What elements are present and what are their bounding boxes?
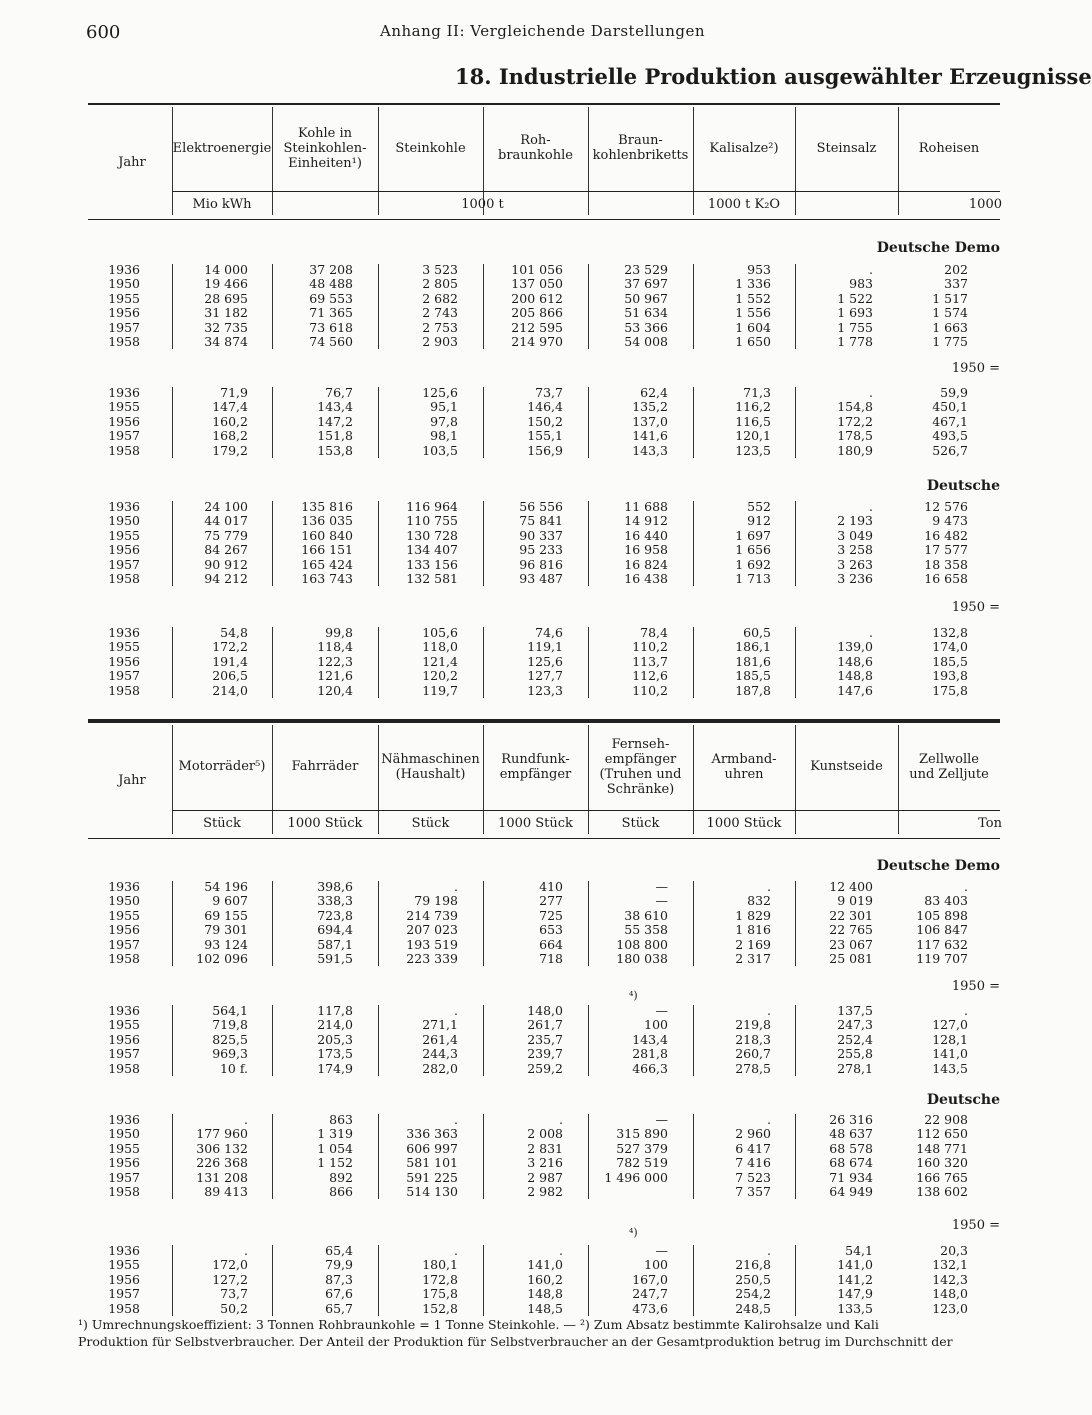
t2-data-column: 863 1 319 1 054 1 152 892 866 — [317, 1112, 353, 1200]
t1-data-column: 56 556 75 841 90 337 95 233 96 816 93 487 — [519, 499, 563, 587]
t2-header-bottom-rule — [88, 838, 1000, 839]
footnote-line-2: Produktion für Selbstverbraucher. Der Anteil der Produktion für Selbstverbraucher an der Gesamtproduktion betrug im Durchschnitt der — [78, 1334, 953, 1349]
t1-top-rule — [88, 103, 1000, 105]
t1-data-column: . 983 1 522 1 693 1 755 1 778 — [837, 262, 873, 350]
t2-data-column: 65,4 79,9 87,3 67,6 65,7 — [325, 1243, 353, 1316]
t2-year-column: 1936 1950 1955 1956 1957 1958 — [108, 1112, 140, 1200]
page-number: 600 — [86, 22, 121, 43]
t2-unit-label: Stück — [411, 816, 450, 831]
t2-data-column: . 177 960 306 132 226 368 131 208 89 413 — [196, 1112, 248, 1200]
t2-region-2: Deutsche — [926, 1092, 1000, 1108]
t2-data-column: . 83 403 105 898 106 847 117 632 119 707 — [916, 879, 968, 967]
t2-year-column: 1936 1955 1956 1957 1958 — [108, 1243, 140, 1316]
t2-fn4-b: ⁴) — [629, 1226, 638, 1239]
t1-col-heading: Steinsalz — [816, 140, 877, 156]
t1-data-column: 54,8 172,2 191,4 206,5 214,0 — [212, 625, 248, 698]
t2-data-column: . 141,0 160,2 148,8 148,5 — [527, 1243, 563, 1316]
footnote-line-1: ¹) Umrechnungskoeffizient: 3 Tonnen Rohbraunkohle = 1 Tonne Steinkohle. — ²) Zum Absatz bestimmte Kalirohsalze und Kali — [78, 1317, 879, 1332]
t1-data-column: 552 912 1 697 1 656 1 692 1 713 — [735, 499, 771, 587]
t2-data-column: . 216,8 250,5 254,2 248,5 — [735, 1243, 771, 1316]
t2-unit-label: 1000 Stück — [287, 816, 363, 831]
t2-col-heading: Nähmaschinen (Haushalt) — [381, 751, 480, 782]
t1-col-heading: Roh- braunkohle — [498, 133, 573, 163]
t2-unit-label: Stück — [621, 816, 660, 831]
t1-data-column: 105,6 118,0 121,4 120,2 119,7 — [422, 625, 458, 698]
t2-data-column: 54 196 9 607 69 155 79 301 93 124 102 096 — [196, 879, 248, 967]
t1-unit-rule — [172, 191, 1000, 192]
t2-col-heading: Kunstseide — [810, 759, 883, 774]
t1-year-column: 1936 1955 1956 1957 1958 — [108, 625, 140, 698]
t2-data-column: . 2 960 6 417 7 416 7 523 7 357 — [735, 1112, 771, 1200]
t1-data-column: 14 000 19 466 28 695 31 182 32 735 34 874 — [204, 262, 248, 350]
t2-year-column: 1936 1950 1955 1956 1957 1958 — [108, 879, 140, 967]
t1-data-column: 74,6 119,1 125,6 127,7 123,3 — [527, 625, 563, 698]
t1-data-column: 125,6 95,1 97,8 98,1 103,5 — [422, 385, 458, 458]
t2-index-label-2: 1950 = — [951, 1218, 1000, 1233]
t1-unit-label: 1000 t K₂O — [707, 197, 781, 212]
t2-unit-label: Ton — [978, 816, 1002, 831]
running-head: Anhang II: Vergleichende Darstellungen — [380, 22, 706, 40]
t1-data-column: 71,3 116,2 116,5 120,1 123,5 — [735, 385, 771, 458]
t1-data-column: 202 337 1 517 1 574 1 663 1 775 — [932, 262, 968, 350]
t2-col-heading: Rundfunk- empfänger — [499, 751, 572, 782]
t2-data-column: 117,8 214,0 205,3 173,5 174,9 — [317, 1003, 353, 1076]
t2-unit-label: 1000 Stück — [498, 816, 573, 831]
t2-col-heading: Motorräder⁵) — [178, 759, 266, 774]
t2-col-heading: Zellwolle und Zelljute — [909, 751, 989, 782]
t1-data-column: 135 816 136 035 160 840 166 151 165 424 163 743 — [301, 499, 353, 587]
t2-col-heading: Armband- uhren — [711, 751, 777, 782]
t1-data-column: 73,7 146,4 150,2 155,1 156,9 — [527, 385, 563, 458]
t1-data-column: 23 529 37 697 50 967 51 634 53 366 54 008 — [624, 262, 668, 350]
t1-data-column: 24 100 44 017 75 779 84 267 90 912 94 212 — [204, 499, 248, 587]
t1-year-column: 1936 1955 1956 1957 1958 — [108, 385, 140, 458]
t2-data-column: . 172,0 127,2 73,7 50,2 — [212, 1243, 248, 1316]
t1-index-label-2: 1950 = — [951, 600, 1000, 615]
t2-data-column: — 315 890 527 379 782 519 1 496 000 — [604, 1112, 668, 1185]
t2-data-column: 12 400 9 019 22 301 22 765 23 067 25 081 — [829, 879, 873, 967]
t2-unit-label: 1000 Stück — [706, 816, 782, 831]
t1-data-column: 59,9 450,1 467,1 493,5 526,7 — [932, 385, 968, 458]
table-title: 18. Industrielle Produktion ausgewählter Erzeugnisse — [455, 64, 1092, 89]
t1-data-column: 116 964 110 755 130 728 134 407 133 156 132 581 — [406, 499, 458, 587]
t2-data-column: . 127,0 128,1 141,0 143,5 — [932, 1003, 968, 1076]
t1-col-heading: Braun- kohlenbriketts — [592, 133, 689, 163]
t1-col-heading: Steinkohle — [395, 140, 466, 156]
t1-data-column: 3 523 2 805 2 682 2 743 2 753 2 903 — [422, 262, 458, 350]
t2-data-column: . 2 008 2 831 3 216 2 987 2 982 — [527, 1112, 563, 1200]
t1-data-column: . 154,8 172,2 178,5 180,9 — [837, 385, 873, 458]
t2-data-column: 148,0 261,7 235,7 239,7 259,2 — [527, 1003, 563, 1076]
t2-data-column: 564,1 719,8 825,5 969,3 10 f. — [212, 1003, 248, 1076]
t2-data-column: 20,3 132,1 142,3 148,0 123,0 — [932, 1243, 968, 1316]
t2-data-column: 26 316 48 637 68 578 68 674 71 934 64 949 — [829, 1112, 873, 1200]
t1-col-heading: Kohle in Steinkohlen- Einheiten¹) — [283, 125, 367, 171]
t2-data-column: . 832 1 829 1 816 2 169 2 317 — [735, 879, 771, 967]
t2-data-column: 22 908 112 650 148 771 160 320 166 765 138 602 — [916, 1112, 968, 1200]
t1-data-column: 76,7 143,4 147,2 151,8 153,8 — [317, 385, 353, 458]
t2-data-column: . 271,1 261,4 244,3 282,0 — [422, 1003, 458, 1076]
t1-year-column: 1936 1950 1955 1956 1957 1958 — [108, 262, 140, 350]
t2-data-column: . 79 198 214 739 207 023 193 519 223 339 — [406, 879, 458, 967]
t1-col-heading: Roheisen — [918, 140, 980, 156]
t2-data-column: 398,6 338,3 723,8 694,4 587,1 591,5 — [317, 879, 353, 967]
t1-data-column: . 2 193 3 049 3 258 3 263 3 236 — [837, 499, 873, 587]
t1-data-column: 99,8 118,4 122,3 121,6 120,4 — [317, 625, 353, 698]
t1-region-2: Deutsche — [926, 478, 1000, 494]
t2-col-heading: Fahrräder — [291, 759, 359, 774]
t2-data-column: 137,5 247,3 252,4 255,8 278,1 — [837, 1003, 873, 1076]
t1-unit-label: 1000 t — [461, 197, 504, 212]
t2-data-column: . 180,1 172,8 175,8 152,8 — [422, 1243, 458, 1316]
t2-col-heading: Fernseh- empfänger (Truhen und Schränke) — [599, 736, 682, 797]
t1-jahr-heading: Jahr — [118, 154, 146, 170]
t1-col-heading: Elektroenergie — [172, 140, 272, 156]
t1-data-column: 62,4 135,2 137,0 141,6 143,3 — [632, 385, 668, 458]
t1-data-column: 78,4 110,2 113,7 112,6 110,2 — [632, 625, 668, 698]
t1-data-column: 60,5 186,1 181,6 185,5 187,8 — [735, 625, 771, 698]
t2-unit-label: Stück — [203, 816, 241, 831]
t1-unit-label: Mio kWh — [192, 197, 252, 212]
t2-data-column: — 100 143,4 281,8 466,3 — [632, 1003, 668, 1076]
t1-data-column: 132,8 174,0 185,5 193,8 175,8 — [932, 625, 968, 698]
t2-jahr-heading: Jahr — [118, 773, 146, 788]
t2-data-column: . 336 363 606 997 581 101 591 225 514 130 — [406, 1112, 458, 1200]
t2-fn4-a: ⁴) — [629, 989, 638, 1002]
t1-index-label-1: 1950 = — [951, 361, 1000, 376]
t1-data-column: 12 576 9 473 16 482 17 577 18 358 16 658 — [924, 499, 968, 587]
footnotes — [78, 1316, 978, 1350]
t1-data-column: 37 208 48 488 69 553 71 365 73 618 74 560 — [309, 262, 353, 350]
t1-data-column: 71,9 147,4 160,2 168,2 179,2 — [212, 385, 248, 458]
t1-col-heading: Kalisalze²) — [709, 140, 779, 156]
t2-data-column: 410 277 725 653 664 718 — [539, 879, 563, 967]
t2-data-column: — — 38 610 55 358 108 800 180 038 — [616, 879, 668, 967]
t2-index-label-1: 1950 = — [951, 979, 1000, 994]
t2-data-column: . 219,8 218,3 260,7 278,5 — [735, 1003, 771, 1076]
t1-unit-label: 1000 — [968, 197, 1002, 212]
t1-header-bottom-rule — [88, 219, 1000, 220]
t1-data-column: . 139,0 148,6 148,8 147,6 — [837, 625, 873, 698]
t2-region-1: Deutsche Demo — [876, 858, 1000, 874]
t1-data-column: 11 688 14 912 16 440 16 958 16 824 16 438 — [624, 499, 668, 587]
t1-data-column: 101 056 137 050 200 612 205 866 212 595 214 970 — [511, 262, 563, 350]
t2-unit-rule — [172, 810, 1000, 811]
t1-data-column: 953 1 336 1 552 1 556 1 604 1 650 — [735, 262, 771, 350]
t2-top-rule — [88, 721, 1000, 723]
t2-data-column: — 100 167,0 247,7 473,6 — [632, 1243, 668, 1316]
t2-data-column: 54,1 141,0 141,2 147,9 133,5 — [837, 1243, 873, 1316]
t2-year-column: 1936 1955 1956 1957 1958 — [108, 1003, 140, 1076]
t1-region-1: Deutsche Demo — [876, 240, 1000, 256]
t1-year-column: 1936 1950 1955 1956 1957 1958 — [108, 499, 140, 587]
